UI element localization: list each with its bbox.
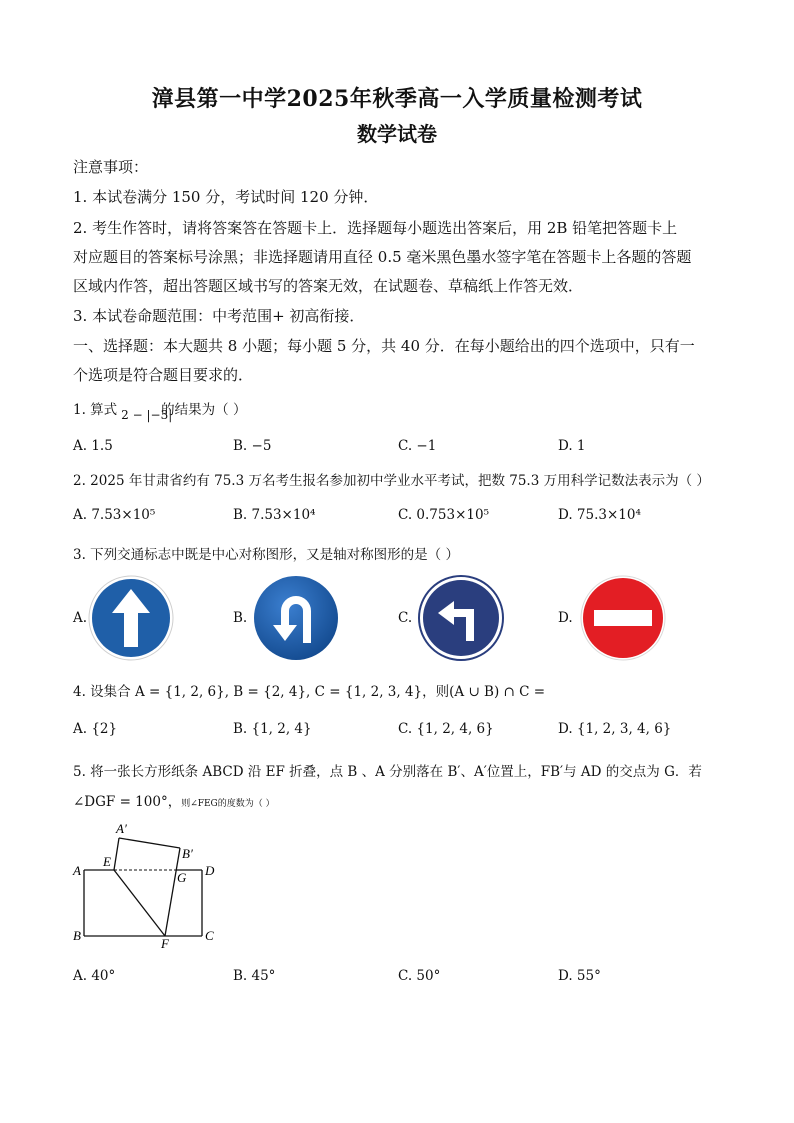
q1-option-b[interactable]: B. −5 bbox=[233, 438, 272, 454]
notes-heading: 注意事项： bbox=[73, 158, 149, 176]
label-A: A bbox=[73, 863, 81, 878]
q2-option-a[interactable]: A. 7.53×10⁵ bbox=[73, 507, 156, 523]
q1-option-c[interactable]: C. −1 bbox=[398, 438, 437, 454]
turn-left-sign-icon[interactable] bbox=[418, 575, 504, 661]
q1-option-a[interactable]: A. 1.5 bbox=[73, 438, 113, 454]
label-E: E bbox=[103, 854, 111, 869]
q1-expression: 2 − |−3| bbox=[121, 408, 173, 422]
question-3-stem: 3. 下列交通标志中既是中心对称图形，又是轴对称图形的是（ ） bbox=[73, 547, 459, 563]
edge-B1F bbox=[165, 848, 180, 936]
section-1-line-2: 个选项是符合题目要求的． bbox=[73, 366, 254, 384]
q5-option-d[interactable]: D. 55° bbox=[558, 968, 601, 984]
q2-option-d[interactable]: D. 75.3×10⁴ bbox=[558, 507, 641, 523]
note-2-line-2: 对应题目的答案标号涂黑；非选择题请用直径 0.5 毫米黑色墨水签字笔在答题卡上各题的答题 bbox=[73, 248, 692, 266]
u-turn-sign-icon[interactable] bbox=[253, 575, 339, 661]
label-B-prime: B′ bbox=[182, 846, 193, 861]
q3-option-a[interactable]: A. bbox=[73, 610, 88, 626]
label-F: F bbox=[161, 936, 169, 948]
q2-option-b[interactable]: B. 7.53×10⁴ bbox=[233, 507, 316, 523]
q1-prefix: 1. 算式 bbox=[73, 402, 118, 418]
label-A-prime: A′ bbox=[116, 821, 127, 836]
label-G: G bbox=[177, 870, 187, 885]
folding-figure bbox=[70, 818, 230, 948]
q1-option-d[interactable]: D. 1 bbox=[558, 438, 586, 454]
question-4-stem: 4. 设集合 A = {1, 2, 6}, B = {2, 4}, C = {1, 2, 3, 4}，则(A ∪ B) ∩ C = bbox=[73, 684, 546, 700]
q5-option-b[interactable]: B. 45° bbox=[233, 968, 276, 984]
section-1-line-1: 一、选择题：本大题共 8 小题；每小题 5 分，共 40 分．在每小题给出的四个选项中，只有一 bbox=[73, 337, 695, 355]
question-2-stem: 2. 2025 年甘肃省约有 75.3 万名考生报名参加初中学业水平考试，把数 75.3 万用科学记数法表示为（ ） bbox=[73, 473, 710, 489]
q3-option-d[interactable]: D. bbox=[558, 610, 573, 626]
q4-option-b[interactable]: B. {1, 2, 4} bbox=[233, 721, 312, 737]
q5-angle-condition: ∠DGF = 100°， bbox=[73, 794, 182, 810]
q2-option-c[interactable]: C. 0.753×10⁵ bbox=[398, 507, 489, 523]
q4-option-c[interactable]: C. {1, 2, 4, 6} bbox=[398, 721, 494, 737]
label-C: C bbox=[205, 928, 214, 943]
straight-ahead-sign-icon[interactable] bbox=[88, 575, 174, 661]
note-3: 3. 本试卷命题范围：中考范围+ 初高衔接． bbox=[73, 307, 365, 325]
q3-option-b[interactable]: B. bbox=[233, 610, 248, 626]
q3-option-c[interactable]: C. bbox=[398, 610, 413, 626]
no-entry-sign-icon[interactable] bbox=[580, 575, 666, 661]
exam-subtitle: 数学试卷 bbox=[357, 122, 437, 146]
label-D: D bbox=[205, 863, 215, 878]
q5-option-a[interactable]: A. 40° bbox=[73, 968, 116, 984]
exam-title: 漳县第一中学2025年秋季高一入学质量检测考试 bbox=[151, 86, 643, 112]
q4-option-d[interactable]: D. {1, 2, 3, 4, 6} bbox=[558, 721, 672, 737]
edge-A1B1 bbox=[119, 838, 180, 848]
q1-suffix: 的结果为（ ） bbox=[161, 402, 247, 418]
question-5-stem-line-1: 5. 将一张长方形纸条 ABCD 沿 EF 折叠，点 B 、A 分别落在 B′、A′位置上，FB′与 AD 的交点为 G．若 bbox=[73, 764, 702, 780]
q5-question-text: 则∠FEG的度数为（ ） bbox=[181, 799, 275, 809]
question-5-stem-line-2 bbox=[73, 790, 275, 810]
fold-line-EF bbox=[114, 870, 165, 936]
label-B: B bbox=[73, 928, 81, 943]
note-2-line-1: 2. 考生作答时，请将答案答在答题卡上．选择题每小题选出答案后，用 2B 铅笔把答题卡上 bbox=[73, 219, 678, 237]
question-1-stem bbox=[73, 398, 247, 422]
q5-option-c[interactable]: C. 50° bbox=[398, 968, 441, 984]
note-2-line-3: 区域内作答，超出答题区域书写的答案无效，在试题卷、草稿纸上作答无效． bbox=[73, 277, 584, 295]
note-1: 1. 本试卷满分 150 分，考试时间 120 分钟． bbox=[73, 188, 379, 206]
q4-option-a[interactable]: A. {2} bbox=[73, 721, 118, 737]
edge-EA1 bbox=[114, 838, 119, 870]
